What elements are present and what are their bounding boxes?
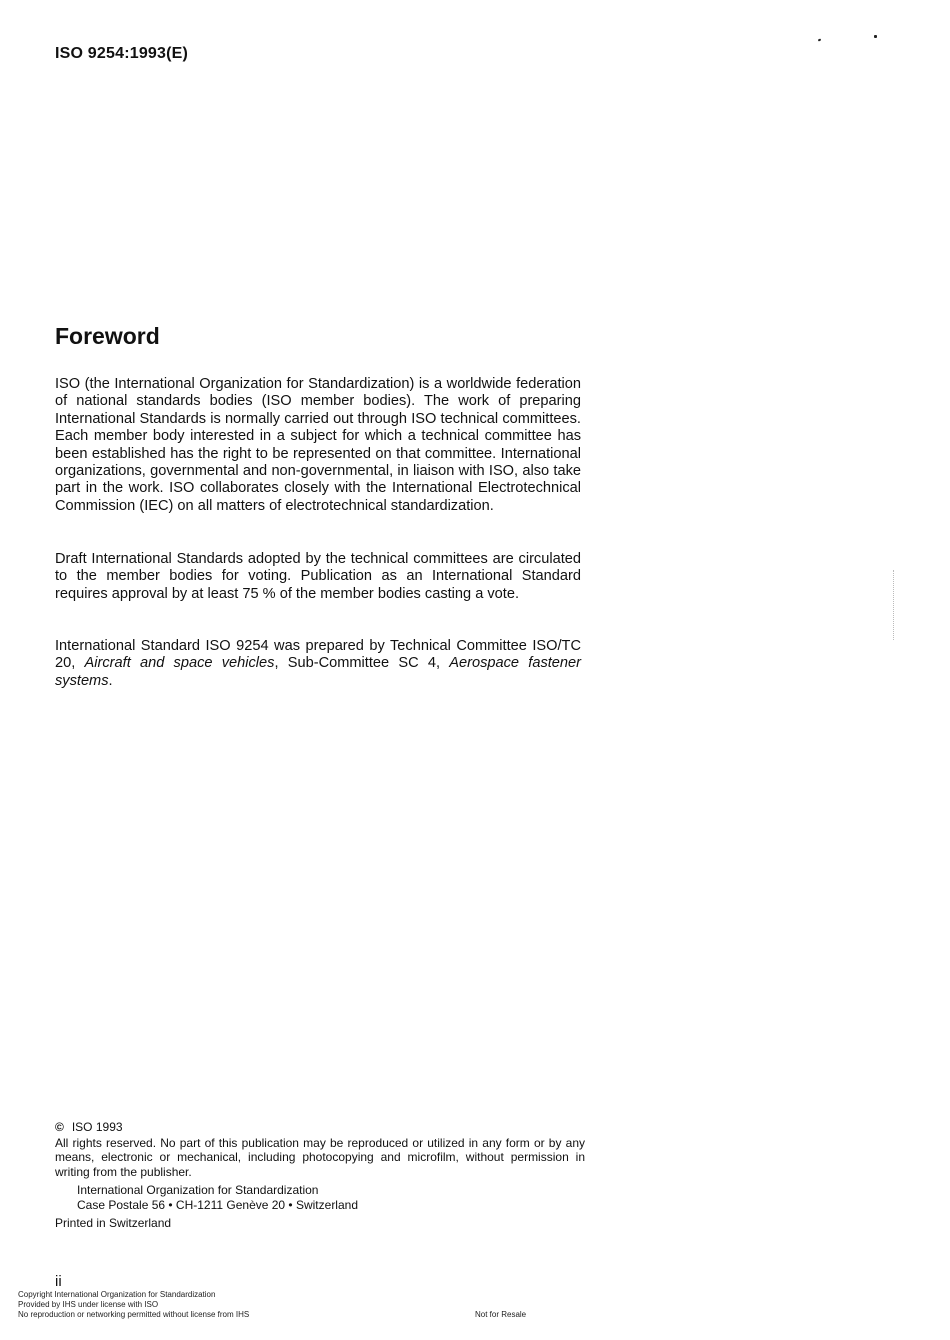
copyright-year: ISO 1993 xyxy=(71,1120,123,1134)
footer-provider-line: Provided by IHS under license with ISO xyxy=(18,1300,159,1309)
document-code: ISO 9254:1993(E) xyxy=(55,45,189,62)
foreword-paragraph-1: ISO (the International Organization for Standardization) is a worldwide federation of national standards bodies (ISO member bodies). The work of preparing International Standards is normally carried out through ISO technical committees. Each member body interested in a subject for which a technical committee has been established has the right to be represented on that committee. International organizations, governmental and non-governmental, in liaison with ISO, also take part in the work. ISO collaborates closely with the International Electrotechnical Commission (IEC) on all matters of electrotechnical standardization. xyxy=(55,376,581,514)
foreword-paragraph-3 xyxy=(55,638,581,690)
foreword-title: Foreword xyxy=(55,323,160,349)
scan-speck xyxy=(874,35,877,38)
paragraph-3-text: , Sub-Committee SC 4, xyxy=(274,655,450,672)
paragraph-3-text: International Standard ISO 9254 was prepared by Technical Committee ISO/TC 20, xyxy=(55,638,581,672)
scan-speck xyxy=(818,38,822,41)
margin-scan-marks xyxy=(893,570,896,640)
copyright-line xyxy=(55,1120,585,1135)
rights-statement: All rights reserved. No part of this publication may be reproduced or utilized in any form or by any means, electronic or mechanical, including photocopying and microfilm, without permission in writing from the publisher. xyxy=(55,1135,585,1179)
paragraph-3-text: . xyxy=(108,672,113,689)
publisher-postal-address: Case Postale 56 • CH-1211 Genève 20 • Switzerland xyxy=(77,1197,358,1212)
publisher-address xyxy=(77,1183,585,1212)
committee-title: Aircraft and space vehicles xyxy=(84,655,275,672)
foreword-paragraph-2: Draft International Standards adopted by the technical committees are circulated to the member bodies for voting. Publication as an International Standard requires approval by at least 75 % of the member bodies casting a vote. xyxy=(55,551,581,602)
license-footer xyxy=(18,1290,249,1320)
copyright-symbol: © xyxy=(55,1120,64,1134)
printed-in: Printed in Switzerland xyxy=(55,1216,172,1230)
publisher-name: International Organization for Standardization xyxy=(77,1183,319,1197)
not-for-resale-label: Not for Resale xyxy=(475,1310,527,1319)
footer-copyright-line: Copyright International Organization for Standardization xyxy=(18,1290,216,1299)
page-number: ii xyxy=(55,1273,62,1290)
subcommittee-title: Aerospace fastener systems xyxy=(55,655,582,689)
footer-reproduction-line: No reproduction or networking permitted without license from IHS xyxy=(18,1310,250,1319)
copyright-block xyxy=(55,1120,585,1231)
